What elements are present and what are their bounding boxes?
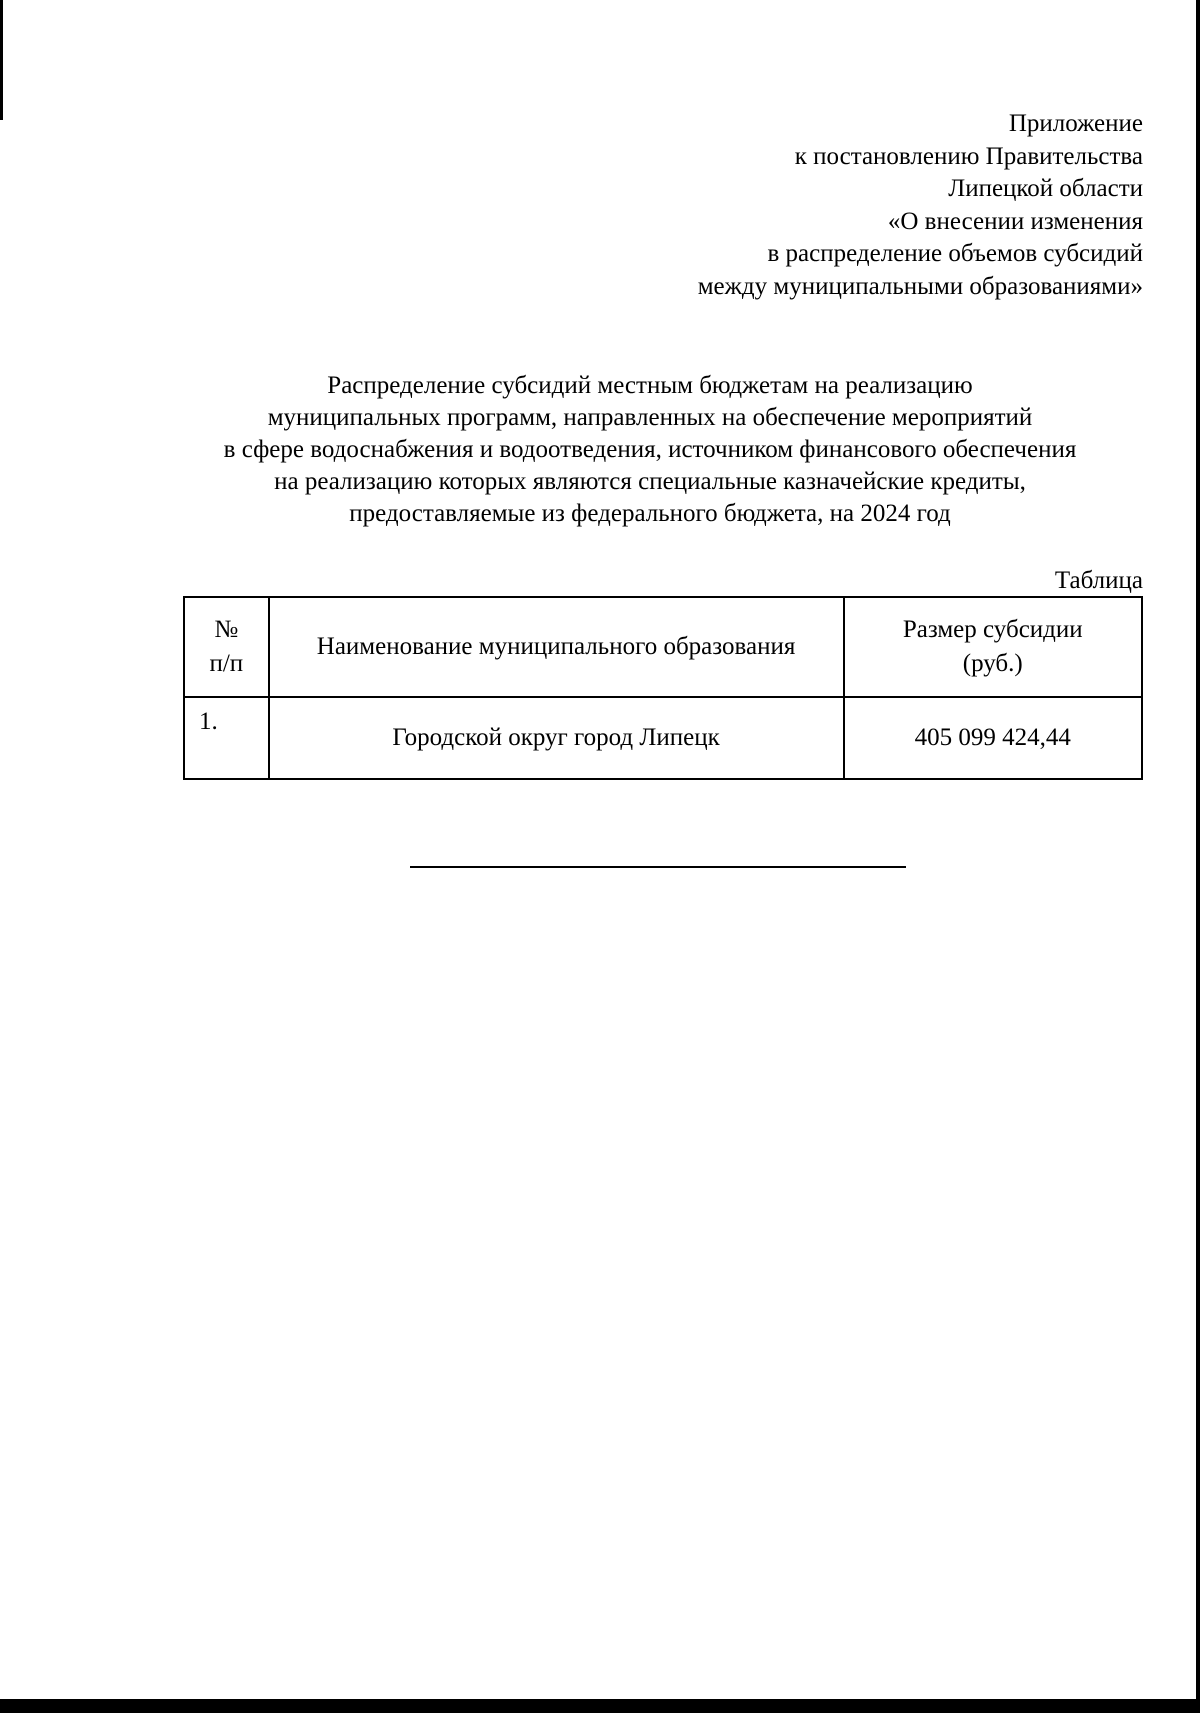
appendix-line: Липецкой области [948,175,1143,202]
closing-divider [410,866,906,868]
table-header-row [184,597,1142,697]
document-title [150,370,1150,530]
title-line: Распределение субсидий местным бюджетам на реализацию [327,372,973,399]
row-subsidy-amount: 405 099 424,44 [844,697,1142,779]
appendix-header [443,108,1143,303]
subsidy-table [183,596,1143,780]
subsidy-table-wrapper [183,596,1143,780]
header-amount-unit: (руб.) [962,650,1023,677]
title-line: предоставляемые из федерального бюджета, на 2024 год [349,500,951,527]
appendix-line: Приложение [1008,110,1143,137]
table-row [184,697,1142,779]
title-line: в сфере водоснабжения и водоотведения, источником финансового обеспечения [223,436,1077,463]
row-municipality-name: Городской округ город Липецк [269,697,844,779]
table-caption: Таблица [1054,567,1143,594]
header-subsidy-amount [844,597,1142,697]
scan-edge-right [1196,0,1200,1713]
scan-edge-left [0,0,3,120]
header-municipality-name: Наименование муниципального образования [269,597,844,697]
header-number-pp: п/п [209,650,244,677]
header-number-sign: № [214,616,239,643]
appendix-line: между муниципальными образованиями» [697,272,1143,300]
header-amount-label: Размер субсидии [902,616,1083,643]
appendix-line: в распределение объемов субсидий [767,240,1143,267]
appendix-line: к постановлению Правительства [794,142,1143,170]
header-number [184,597,269,697]
title-line: на реализацию которых являются специальные казначейские кредиты, [274,468,1026,495]
title-line: муниципальных программ, направленных на обеспечение мероприятий [267,404,1033,431]
row-number: 1. [184,697,269,779]
scan-edge-bottom [0,1699,1200,1713]
appendix-line: «О внесении изменения [887,207,1143,235]
